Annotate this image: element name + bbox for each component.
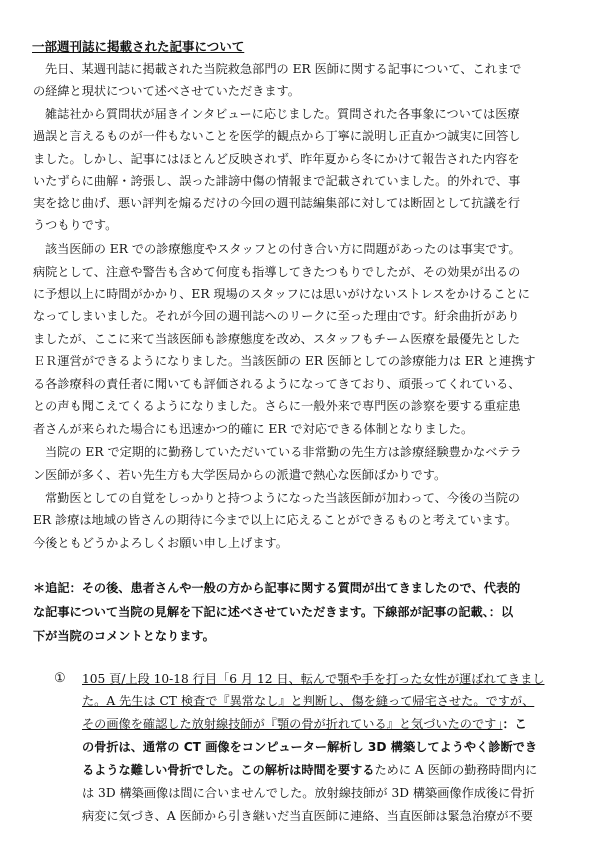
body-text-line: 病院として、注意や警告も含めて何度も指導してきたつもりでしたが、その効果が出るの — [33, 265, 521, 279]
body-text-line: うつもりです。 — [33, 218, 118, 232]
body-text-line: 先日、某週刊誌に掲載された当院救急部門の ER 医師に関する記事について、これまで — [45, 62, 522, 76]
body-text-line: 実を捻じ曲げ、悪い評判を煽るだけの今回の週刊誌編集部に対しては断固として抗議を行 — [33, 196, 521, 210]
body-text-line: 当院の ER で定期的に勤務していただいている非常勤の先生方は診療経験豊かなベテラ — [45, 445, 522, 459]
body-text-line: 今後ともどうかよろしくお願い申し上げます。 — [33, 536, 288, 550]
body-text-line: ER 診療は地域の皆さんの期待に今まで以上に応えることができるものと考えています。 — [33, 513, 518, 527]
body-text-line: 雑誌社から質問状が届きインタビューに応じました。質問された各事象については医療 — [45, 107, 520, 121]
hospital-comment-text: 病変に気づき、A 医師から引き継いだ当直医師に連絡、当直医師は緊急治療が不要 — [82, 809, 533, 823]
item-text-line — [82, 670, 544, 688]
document-heading: 一部週刊誌に掲載された記事について — [32, 39, 245, 54]
body-text-line: 者さんが来られた場合にも迅速かつ的確に ER で対応できる体制となりました。 — [33, 422, 474, 436]
body-text-line: の経緯と現状について述べさせていただきます。 — [33, 84, 300, 98]
item-text-line — [82, 715, 527, 733]
body-text-line: ましたが、ここに来て当該医師も診療態度を改め、スタッフもチーム医療を最優先とした — [33, 332, 521, 346]
item-text-line — [82, 807, 533, 825]
hospital-comment-bold: るような難しい骨折でした。この解析は時間を要する — [82, 763, 375, 777]
addendum-text-line: 下が当院のコメントとなります。 — [33, 629, 215, 643]
item-text-line — [82, 738, 537, 756]
body-text-line: なってしまいました。それが今回の週刊誌へのリークに至った理由です。紆余曲折があり — [33, 309, 520, 323]
body-text-line: いたずらに曲解・誇張し、誤った誹謗中傷の情報まで記載されていました。的外れで、事 — [33, 174, 521, 188]
body-text-line: 該当医師の ER での診療態度やスタッフとの付き合い方に問題があったのは事実です。 — [45, 242, 521, 256]
item-text-line — [82, 761, 537, 779]
body-text-line: 過誤と言えるものが一件もないことを医学的観点から丁寧に説明し正直かつ誠実に回答し — [33, 129, 521, 143]
body-text-line: との声も聞こえてくるようになりました。さらに一般外来で専門医の診察を要する重症患 — [33, 399, 521, 413]
addendum-text-line: な記事について当院の見解を下記に述べさせていただきます。下線部が記事の記載、：以 — [33, 605, 514, 619]
item-number-marker: ① — [54, 671, 66, 686]
body-text-line: ン医師が多く、若い先生方も大学医局からの派遣で熱心な医師ばかりです。 — [33, 468, 447, 482]
hospital-comment-bold: の骨折は、通常の CT 画像をコンピューター解析し 3D 構築してようやく診断でき — [82, 740, 538, 754]
body-text-line: 常勤医としての自覚をしっかりと持つようになった当該医師が加わって、今後の当院の — [45, 491, 520, 505]
hospital-comment-text: ために A 医師の勤務時間内に — [374, 763, 538, 777]
quoted-article-text: た。A 先生は CT 検査で『異常なし』と判断し、傷を縫って帰宅させた。ですが、 — [82, 694, 535, 708]
quoted-article-text: 105 頁/上段 10-18 行目「6 月 12 日、転んで顎や手を打った女性が運ばれてきまし — [82, 672, 545, 686]
body-text-line: に予想以上に時間がかかり、ER 現場のスタッフには思いがけないストレスをかけることに — [33, 287, 530, 301]
item-text-line — [82, 784, 535, 802]
body-text-line: ＥＲ運営ができるようになりました。当該医師の ER 医師としての診療能力は ER と連携す — [33, 354, 536, 368]
body-text-line: る各診療科の責任者に聞いても評価されるようになってきており、頑張ってくれている、 — [33, 377, 521, 391]
quoted-article-text: その画像を確認した放射線技師が『顎の骨が折れている』と気づいたのです」 — [82, 717, 503, 731]
hospital-comment-text: は 3D 構築画像は間に合いませんでした。放射線技師が 3D 構築画像作成後に骨折 — [82, 786, 535, 800]
addendum-text-line: ＊追記：その後、患者さんや一般の方から記事に関する質問が出てきましたので、代表的 — [33, 581, 521, 595]
item-text-line — [82, 692, 534, 710]
hospital-comment-bold: ：こ — [502, 717, 527, 731]
body-text-line: ました。しかし、記事にはほとんど反映されず、昨年夏から冬にかけて報告された内容を — [33, 152, 520, 166]
